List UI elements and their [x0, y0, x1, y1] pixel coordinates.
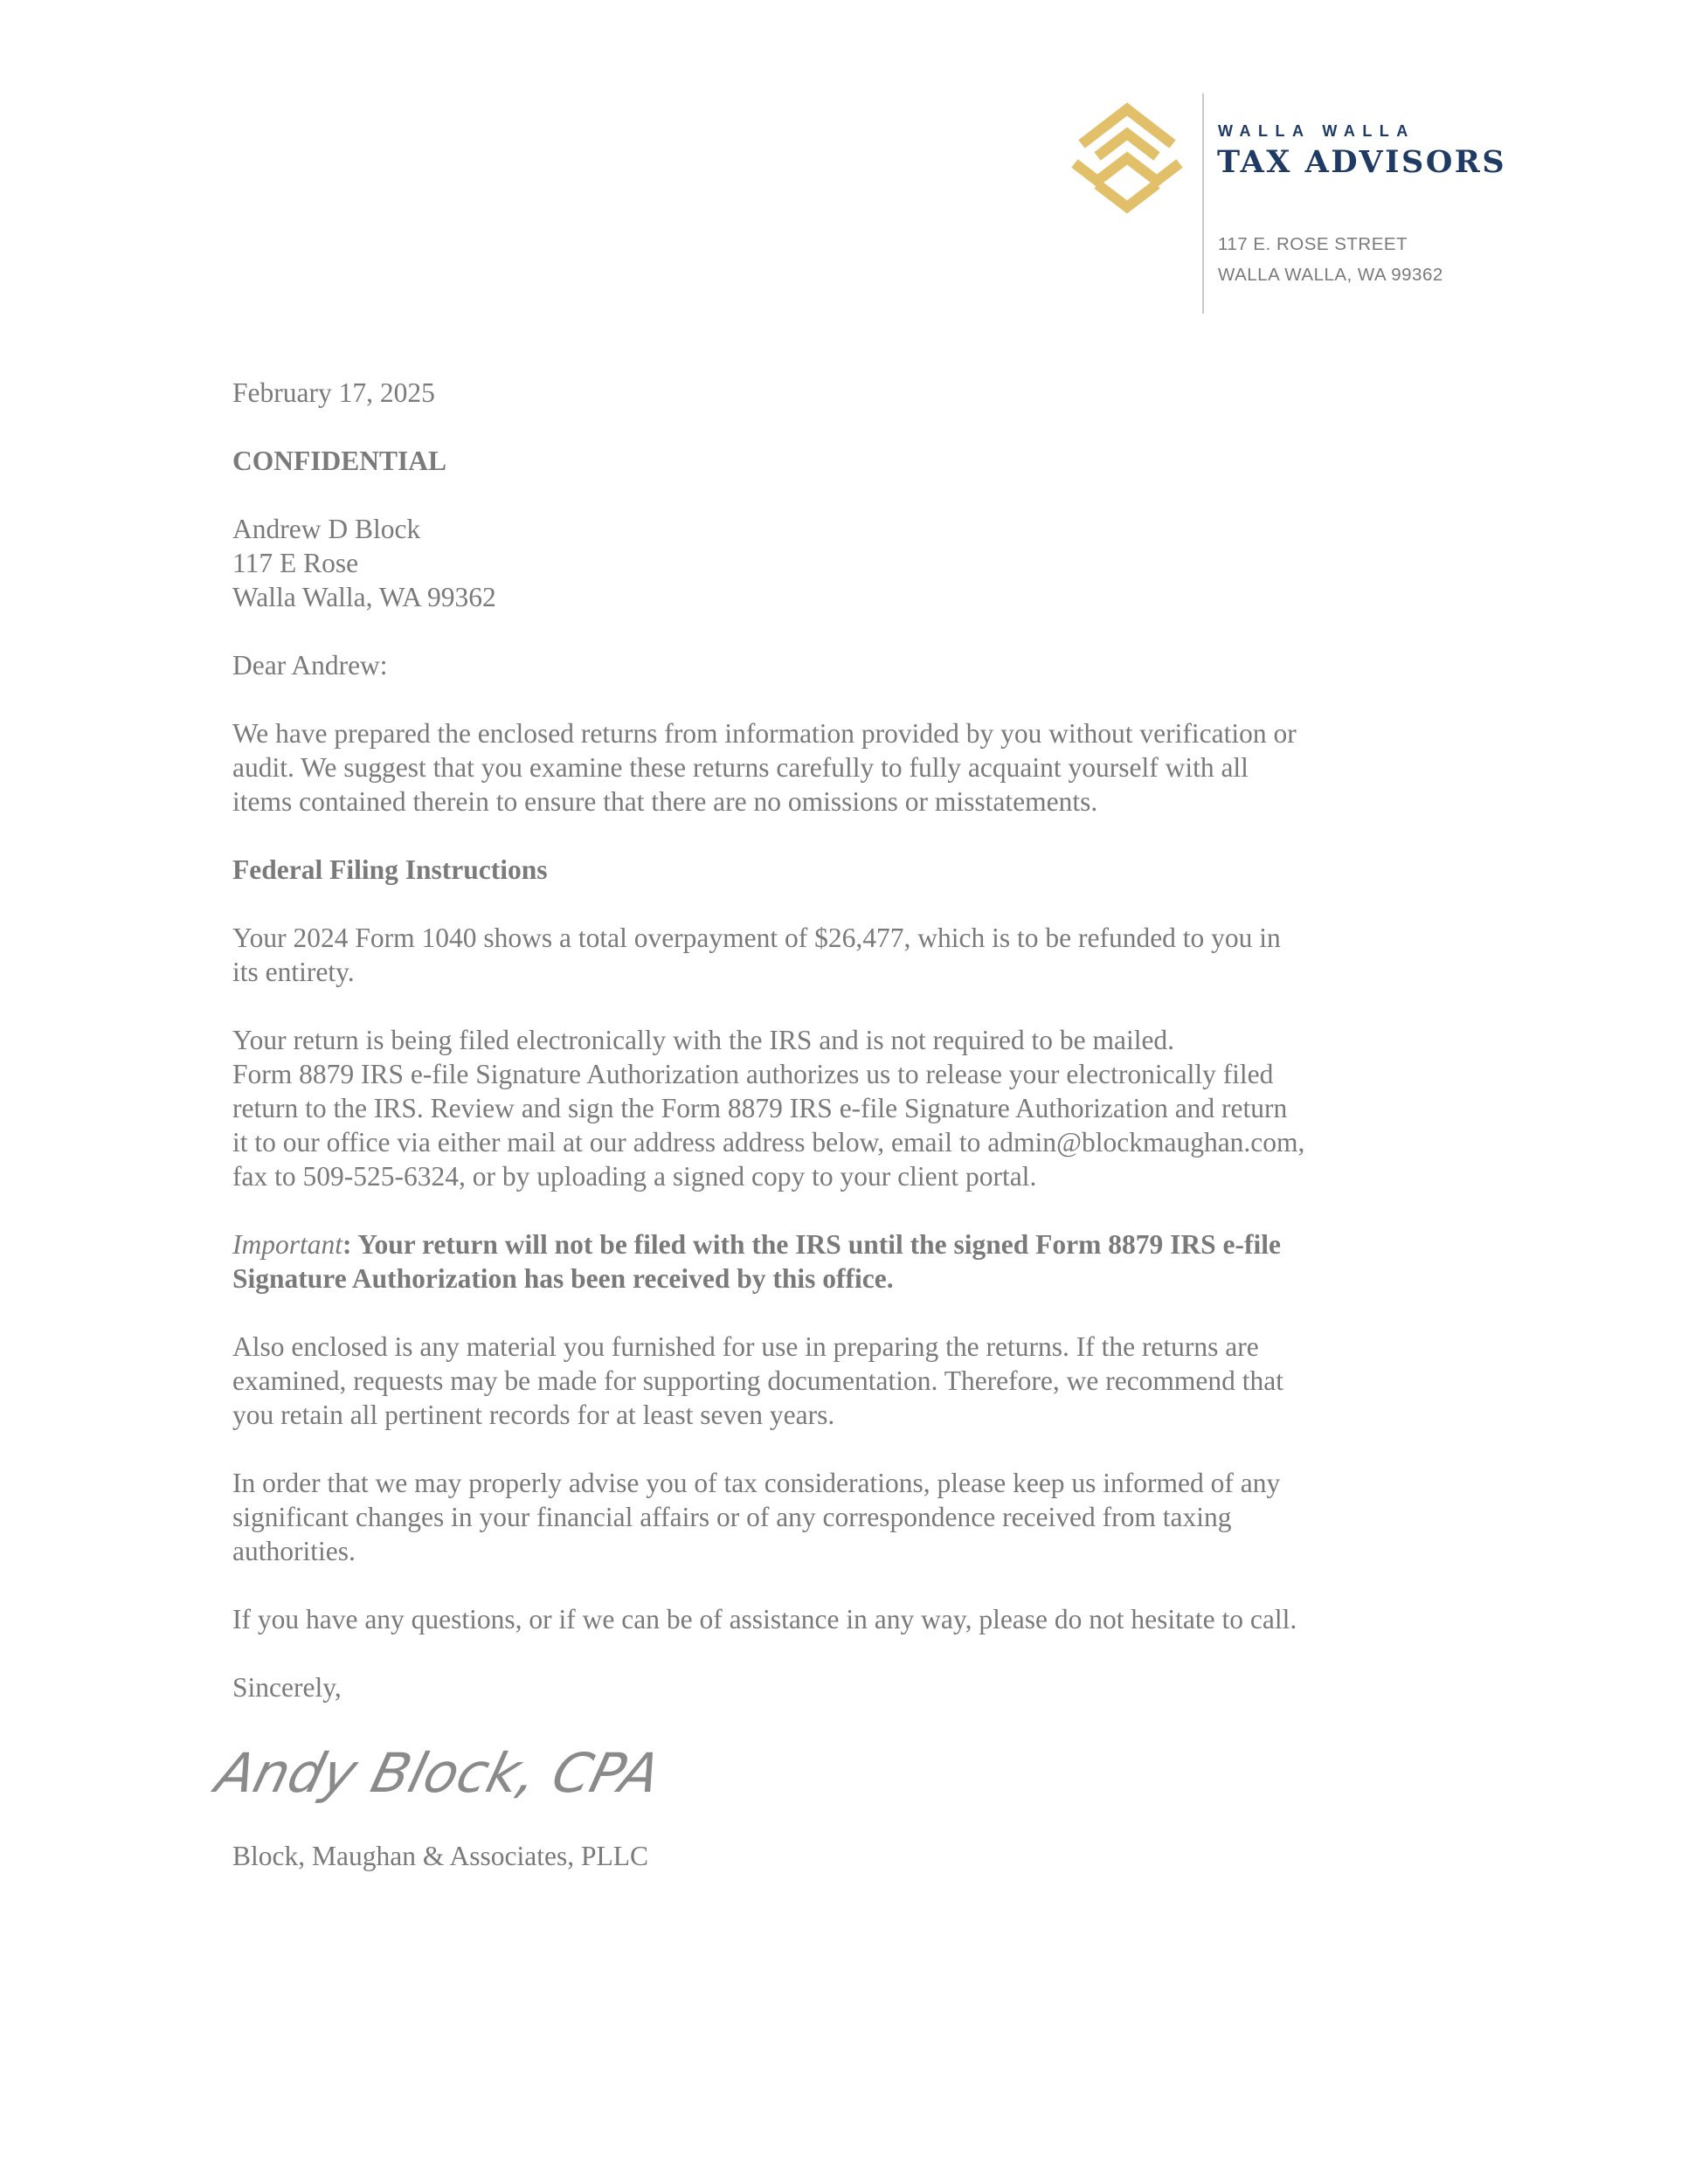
letter-date: February 17, 2025	[232, 377, 435, 408]
closing: Sincerely,	[232, 1672, 342, 1703]
important-line: Signature Authorization has been received by this office.	[232, 1263, 894, 1294]
important-label: Important	[232, 1229, 342, 1260]
refund-paragraph	[232, 921, 1438, 989]
important-notice	[232, 1227, 1438, 1296]
efile-line: it to our office via either mail at our address address below, email to admin@blockmaughan.com,	[232, 1127, 1305, 1158]
materials-paragraph	[232, 1330, 1438, 1432]
efile-line: fax to 509-525-6324, or by uploading a signed copy to your client portal.	[232, 1161, 1037, 1192]
questions-paragraph: If you have any questions, or if we can be of assistance in any way, please do not hesitate to call.	[232, 1604, 1297, 1635]
refund-line: its entirety.	[232, 957, 355, 987]
signature-graphic	[210, 1722, 667, 1813]
recipient-city-state-zip: Walla Walla, WA 99362	[232, 582, 496, 612]
firm-name-top: WALLA WALLA	[1218, 122, 1415, 140]
materials-line: examined, requests may be made for supporting documentation. Therefore, we recommend that	[232, 1365, 1284, 1396]
firm-address-line2: WALLA WALLA, WA 99362	[1218, 265, 1443, 285]
recipient-address	[232, 512, 1438, 614]
firm-address	[1218, 229, 1443, 290]
intro-line: items contained therein to ensure that there are no omissions or misstatements.	[232, 786, 1098, 817]
advise-paragraph	[232, 1466, 1438, 1568]
recipient-name: Andrew D Block	[232, 514, 421, 544]
salutation: Dear Andrew:	[232, 650, 388, 681]
firm-name-main: TAX ADVISORS	[1217, 144, 1507, 180]
important-text: : Your return will not be filed with the IRS until the signed Form 8879 IRS e-file	[342, 1229, 1281, 1260]
refund-line: Your 2024 Form 1040 shows a total overpayment of $26,477, which is to be refunded to you in	[232, 923, 1281, 953]
advise-line: significant changes in your financial affairs or of any correspondence received from taxing	[232, 1502, 1232, 1532]
advise-line: In order that we may properly advise you of tax considerations, please keep us informed of any	[232, 1468, 1281, 1498]
efile-line: Form 8879 IRS e-file Signature Authorization authorizes us to release your electronically filed	[232, 1059, 1274, 1089]
section-heading: Federal Filing Instructions	[232, 854, 548, 885]
materials-line: Also enclosed is any material you furnished for use in preparing the returns. If the returns are	[232, 1331, 1259, 1362]
confidential-label: CONFIDENTIAL	[232, 446, 447, 476]
intro-paragraph	[232, 716, 1438, 819]
letterhead-divider	[1202, 93, 1204, 314]
important-line	[232, 1227, 1438, 1261]
materials-line: you retain all pertinent records for at least seven years.	[232, 1400, 835, 1430]
efile-paragraph	[232, 1023, 1438, 1193]
firm-address-line1: 117 E. ROSE STREET	[1218, 234, 1408, 254]
intro-line: We have prepared the enclosed returns from information provided by you without verification or	[232, 718, 1297, 749]
firm-logo-icon	[1073, 109, 1181, 207]
signature	[210, 1722, 1438, 1813]
efile-line: Your return is being filed electronically with the IRS and is not required to be mailed.	[232, 1025, 1175, 1055]
intro-line: audit. We suggest that you examine these returns carefully to fully acquaint yourself with all	[232, 752, 1249, 783]
recipient-street: 117 E Rose	[232, 548, 359, 578]
advise-line: authorities.	[232, 1536, 356, 1566]
signature-text: Andy Block, CPA	[210, 1741, 667, 1805]
letter-body	[210, 376, 1438, 1907]
efile-line: return to the IRS. Review and sign the Form 8879 IRS e-file Signature Authorization and return	[232, 1093, 1288, 1123]
signer-firm: Block, Maughan & Associates, PLLC	[232, 1841, 648, 1871]
